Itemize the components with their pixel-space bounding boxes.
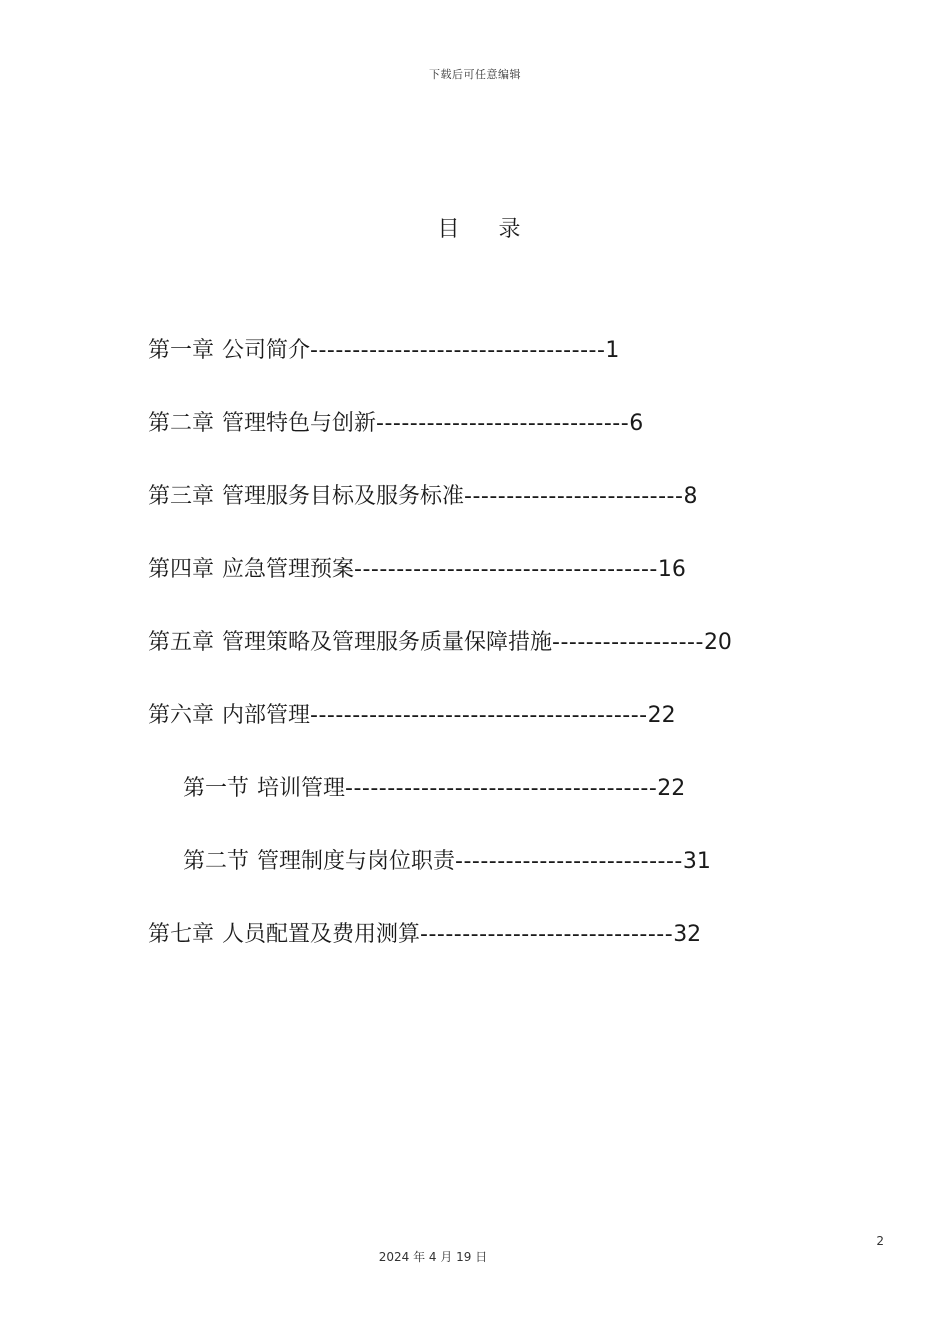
toc-entry-leader: -------------------------- bbox=[464, 484, 684, 509]
toc-entry-section-1[interactable] bbox=[183, 778, 685, 800]
toc-entry-chapter-7[interactable] bbox=[148, 924, 701, 946]
toc-title: 目 录 bbox=[437, 217, 537, 242]
toc-entry-title: 公司简介 bbox=[222, 338, 311, 363]
toc-entry-title: 应急管理预案 bbox=[222, 557, 355, 582]
toc-entry-page: 20 bbox=[703, 630, 732, 655]
toc-entry-title: 培训管理 bbox=[257, 776, 346, 801]
toc-entry-number: 第三章 bbox=[148, 484, 215, 509]
footer-date: 2024 年 4 月 19 日 bbox=[378, 1250, 488, 1264]
toc-entry-leader: ---------------------------------------- bbox=[310, 703, 648, 728]
toc-entry-page: 6 bbox=[629, 411, 644, 436]
toc-entry-leader: --------------------------- bbox=[455, 849, 683, 874]
toc-entry-number: 第二节 bbox=[183, 849, 250, 874]
toc-entry-leader: ------------------------------------ bbox=[354, 557, 658, 582]
toc-entry-page: 32 bbox=[673, 922, 702, 947]
toc-entry-chapter-5[interactable] bbox=[148, 632, 732, 654]
toc-entry-title: 管理特色与创新 bbox=[222, 411, 377, 436]
toc-entry-number: 第一章 bbox=[148, 338, 215, 363]
toc-entry-leader: ------------------------------ bbox=[376, 411, 630, 436]
toc-entry-title: 人员配置及费用测算 bbox=[222, 922, 421, 947]
page-number: 2 bbox=[876, 1234, 884, 1248]
toc-entry-number: 第七章 bbox=[148, 922, 215, 947]
toc-entry-leader: ------------------------------ bbox=[420, 922, 674, 947]
toc-entry-number: 第四章 bbox=[148, 557, 215, 582]
toc-entry-page: 8 bbox=[683, 484, 698, 509]
toc-entry-title: 管理制度与岗位职责 bbox=[257, 849, 456, 874]
toc-entry-chapter-1[interactable] bbox=[148, 340, 619, 362]
toc-entry-number: 第二章 bbox=[148, 411, 215, 436]
toc-entry-title: 管理策略及管理服务质量保障措施 bbox=[222, 630, 553, 655]
toc-entry-chapter-6[interactable] bbox=[148, 705, 676, 727]
toc-entry-page: 1 bbox=[605, 338, 620, 363]
toc-entry-title: 管理服务目标及服务标准 bbox=[222, 484, 465, 509]
toc-entry-chapter-2[interactable] bbox=[148, 413, 643, 435]
toc-entry-leader: ----------------------------------- bbox=[310, 338, 606, 363]
toc-entry-number: 第一节 bbox=[183, 776, 250, 801]
toc-entry-number: 第六章 bbox=[148, 703, 215, 728]
toc-entry-chapter-4[interactable] bbox=[148, 559, 686, 581]
toc-entry-page: 22 bbox=[657, 776, 686, 801]
toc-entry-leader: ------------------ bbox=[552, 630, 704, 655]
toc-entry-section-2[interactable] bbox=[183, 851, 711, 873]
toc-entry-page: 22 bbox=[647, 703, 676, 728]
header-note: 下载后可任意编辑 bbox=[429, 68, 521, 81]
toc-entry-number: 第五章 bbox=[148, 630, 215, 655]
toc-entry-title: 内部管理 bbox=[222, 703, 311, 728]
toc-entry-page: 16 bbox=[657, 557, 686, 582]
toc-entry-chapter-3[interactable] bbox=[148, 486, 697, 508]
toc-entry-leader: ------------------------------------- bbox=[345, 776, 658, 801]
toc-entry-page: 31 bbox=[682, 849, 711, 874]
